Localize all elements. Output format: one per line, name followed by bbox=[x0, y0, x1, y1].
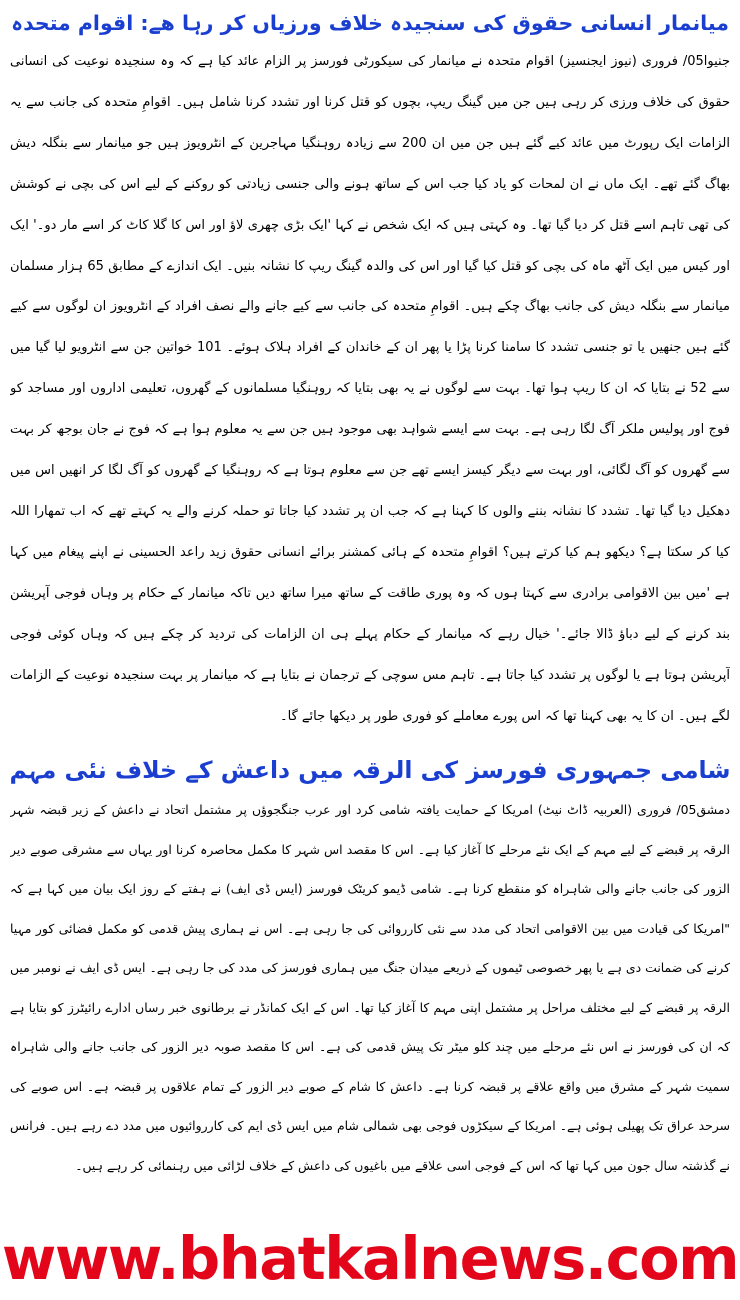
article-raqqa-body: دمشق05/ فروری (العربیہ ڈاٹ نیٹ) امریکا کے حمایت یافتہ شامی کرد اور عرب جنگجوؤں پر مشتمل اتحاد نے داعش کے زیر قبضہ شہر الرقہ پر قبضے کے لیے مہم کے ایک نئے مرحلے کا آغاز کیا ہے۔ اس کا مقصد اس شہر کا مکمل محاصرہ کرنا اور یہاں سے مشرقی صوبے دیر الزور کی جانب جانے والی شاہراہ کو منقطع کرنا ہے۔ شامی ڈیمو کریٹک فورسز (ایس ڈی ایف) نے ہفتے کے روز ایک بیان میں کہا ہے کہ "امریکا کی قیادت میں بین الاقوامی اتحاد کی مدد سے نئی کارروائی کی جا رہی ہے۔ اس نے ہماری پیش قدمی کو مکمل فضائی کور مہیا کرنے کی ضمانت دی ہے یا پھر خصوصی ٹیموں کے ذریعے میدان جنگ میں ہماری فورسز کی مدد کی جا رہی ہے۔ ایس ڈی ایف نے نومبر میں الرقہ پر قبضے کے لیے مختلف مراحل پر مشتمل اپنی مہم کا آغاز کیا تھا۔ اس کے ایک کمانڈر نے برطانوی خبر رساں ادارے رائیٹرز کو بتایا ہے کہ ان کی فورسز نے اس نئے مرحلے میں چند کلو میٹر تک پیش قدمی کی ہے۔ اس کا مقصد صوبہ دیر الزور کی جانب جانے والی شاہراہ سمیت شہر کے مشرق میں واقع علاقے پر قبضہ کرنا ہے۔ داعش کا شام کے صوبے دیر الزور کے تمام علاقوں پر قبضہ ہے۔ اس صوبے کی سرحد عراق تک پھیلی ہوئی ہے۔ امریکا کے سیکڑوں فوجی بھی شمالی شام میں ایس ڈی ایم کی کارروائیوں میں مدد دے رہے ہیں۔ فرانس نے گذشتہ سال جون میں کہا تھا کہ اس کے فوجی اسی علاقے میں باغیوں کی داعش کے خلاف لڑائی میں رہنمائی کر رہے ہیں۔ bbox=[10, 802, 730, 1173]
article-myanmar-body: جنیوا05/ فروری (نیوز ایجنسیز) اقوام متحدہ نے میانمار کی سیکورٹی فورسز پر الزام عائد کیا ہے کہ وہ سنجیدہ نوعیت کی انسانی حقوق کی خلاف ورزی کر رہی ہیں جن میں گینگ ریپ، بچوں کو قتل کرنا اور تشدد کرنا شامل ہیں۔ اقوامِ متحدہ کی جانب سے یہ الزامات ایک رپورٹ میں عائد کیے گئے ہیں جن میں ان 200 سے زیادہ روہنگیا مہاجرین کے انٹرویوز ہیں جو میانمار سے بنگلہ دیش بھاگ گئے تھے۔ ایک ماں نے ان لمحات کو یاد کیا جب اس کے ساتھ ہونے والی جنسی زیادتی کو روکنے کے لیے اس کی بچی نے کوشش کی تھی تاہم اسے قتل کر دیا گیا تھا۔ وہ کہتی ہیں کہ ایک شخص نے کہا 'ایک بڑی چھری لاؤ اور اس کا گلا کاٹ کر اسے مار دو۔' ایک اور کیس میں ایک آٹھ ماہ کی بچی کو قتل کیا گیا اور اس کی والدہ گینگ ریپ کا نشانہ بنیں۔ ایک اندازے کے مطابق 65 ہزار مسلمان میانمار سے بنگلہ دیش کی جانب بھاگ چکے ہیں۔ اقوامِ متحدہ کی جانب سے کیے جانے والے نصف افراد کے انٹرویوز ان لوگوں سے کیے گئے ہیں جنھیں یا تو جنسی تشدد کا سامنا کرنا پڑا یا پھر ان کے خاندان کے افراد ہلاک ہوئے۔ 101 خواتین جن سے انٹرویو لیا گیا میں سے 52 نے بتایا کہ ان کا ریپ ہوا تھا۔ بہت سے لوگوں نے یہ بھی بتایا کہ روہنگیا مسلمانوں کے گھروں، تعلیمی اداروں اور مساجد کو فوج اور پولیس ملکر آگ لگا رہی ہے۔ بہت سے ایسے شواہد بھی موجود ہیں جن سے یہ معلوم ہوا ہے کہ فوج نے جان بوجھ کر بہت سے گھروں کو آگ لگائی، اور بہت سے دیگر کیسز ایسے تھے جن سے معلوم ہوتا ہے کہ روہنگیا کے گھروں کو آگ لگا کر انھیں اس میں دھکیل دیا گیا تھا۔ تشدد کا نشانہ بننے والوں کا کہنا ہے کہ جب ان پر تشدد کیا جاتا تو حملہ کرنے والے یہ کہتے تھے کہ اب تمھارا اللہ کیا کر سکتا ہے؟ دیکھو ہم کیا کرتے ہیں؟ اقوامِ متحدہ کے ہائی کمشنر برائے انسانی حقوق زید راعد الحسینی نے اپنے پیغام میں کہا ہے 'میں بین الاقوامی برادری سے کہتا ہوں کہ وہ پوری طاقت کے ساتھ میرا ساتھ دیں تاکہ میانمار کے حکام پر وہاں فوجی آپریشن بند کرنے کے لیے دباؤ ڈالا جائے۔' خیال رہے کہ میانمار کے حکام پہلے ہی ان الزامات کی تردید کر چکے ہیں کہ وہاں کوئی فوجی آپریشن ہوتا ہے یا لوگوں پر تشدد کیا جاتا ہے۔ تاہم مس سوچی کے ترجمان نے بتایا ہے کہ میانمار پر بہت سنجیدہ نوعیت کے الزامات لگے ہیں۔ ان کا یہ بھی کہنا تھا کہ اس پورے معاملے کو فوری طور پر دیکھا جائے گا۔ bbox=[10, 54, 730, 724]
headline-raqqa: شامی جمہوری فورسز کی الرقہ میں داعش کے خلاف نئی مہم bbox=[9, 756, 731, 784]
headline-myanmar: میانمار انسانی حقوق کی سنجیدہ خلاف ورزیاں کر رہا ھے: اقوام متحدہ bbox=[11, 11, 729, 35]
website-url-banner: www.bhatkalnews.com bbox=[1, 1224, 739, 1293]
